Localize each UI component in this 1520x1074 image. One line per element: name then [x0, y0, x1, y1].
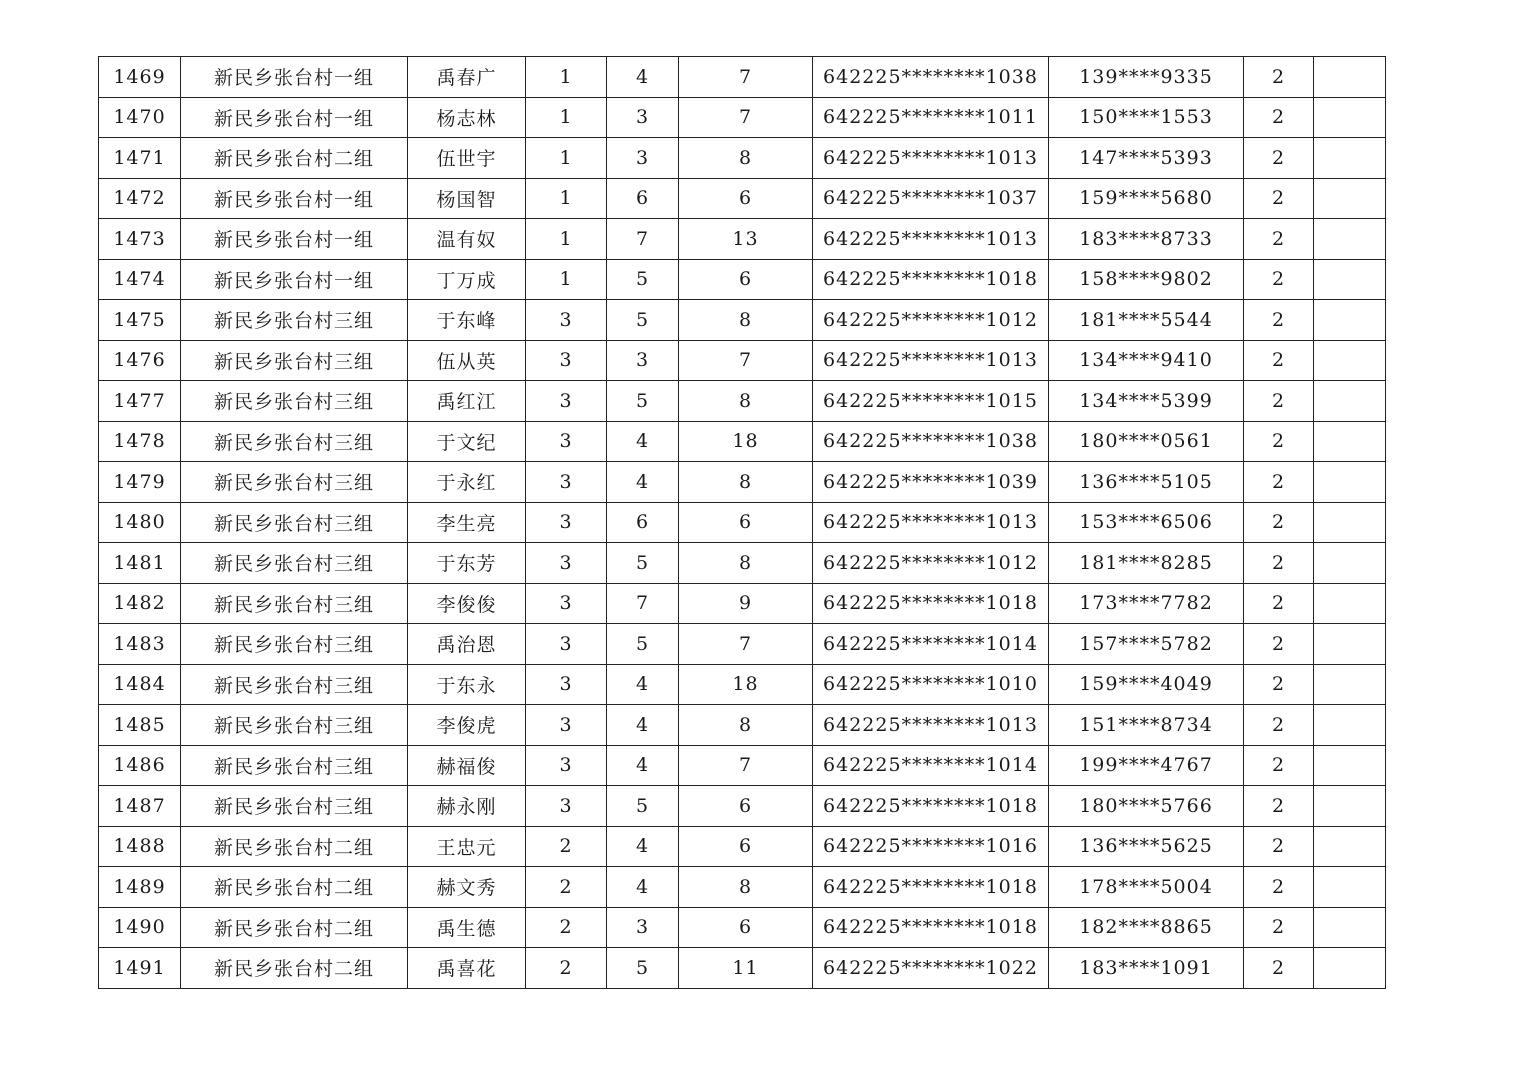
household-size-cell: 5: [607, 948, 679, 989]
count-cell: 2: [1244, 57, 1314, 98]
address-cell: 新民乡张台村二组: [181, 907, 408, 948]
group-number-cell: 2: [526, 907, 607, 948]
remarks-cell: [1314, 381, 1386, 422]
area-cell: 7: [679, 97, 813, 138]
sequence-number-cell: 1489: [99, 867, 181, 908]
phone-number-cell: 147****5393: [1049, 138, 1244, 179]
sequence-number-cell: 1487: [99, 786, 181, 827]
phone-number-cell: 139****9335: [1049, 57, 1244, 98]
table-row: [99, 664, 1386, 705]
id-number-cell: 642225********1018: [813, 583, 1049, 624]
id-number-cell: 642225********1011: [813, 97, 1049, 138]
remarks-cell: [1314, 705, 1386, 746]
name-cell: 于东峰: [408, 300, 526, 341]
phone-number-cell: 158****9802: [1049, 259, 1244, 300]
table-row: [99, 907, 1386, 948]
remarks-cell: [1314, 502, 1386, 543]
remarks-cell: [1314, 97, 1386, 138]
count-cell: 2: [1244, 705, 1314, 746]
sequence-number-cell: 1485: [99, 705, 181, 746]
address-cell: 新民乡张台村二组: [181, 948, 408, 989]
group-number-cell: 1: [526, 97, 607, 138]
sequence-number-cell: 1483: [99, 624, 181, 665]
phone-number-cell: 150****1553: [1049, 97, 1244, 138]
address-cell: 新民乡张台村三组: [181, 583, 408, 624]
household-size-cell: 5: [607, 543, 679, 584]
area-cell: 6: [679, 178, 813, 219]
count-cell: 2: [1244, 462, 1314, 503]
table-row: [99, 948, 1386, 989]
group-number-cell: 1: [526, 178, 607, 219]
household-size-cell: 4: [607, 664, 679, 705]
id-number-cell: 642225********1018: [813, 907, 1049, 948]
remarks-cell: [1314, 259, 1386, 300]
household-size-cell: 3: [607, 138, 679, 179]
area-cell: 6: [679, 502, 813, 543]
phone-number-cell: 180****5766: [1049, 786, 1244, 827]
count-cell: 2: [1244, 300, 1314, 341]
group-number-cell: 3: [526, 340, 607, 381]
remarks-cell: [1314, 867, 1386, 908]
sequence-number-cell: 1490: [99, 907, 181, 948]
household-size-cell: 4: [607, 745, 679, 786]
name-cell: 于文纪: [408, 421, 526, 462]
id-number-cell: 642225********1018: [813, 867, 1049, 908]
name-cell: 禹喜花: [408, 948, 526, 989]
id-number-cell: 642225********1039: [813, 462, 1049, 503]
name-cell: 赫文秀: [408, 867, 526, 908]
household-size-cell: 4: [607, 705, 679, 746]
table-row: [99, 97, 1386, 138]
household-size-cell: 4: [607, 57, 679, 98]
table-row: [99, 57, 1386, 98]
remarks-cell: [1314, 907, 1386, 948]
name-cell: 温有奴: [408, 219, 526, 260]
sequence-number-cell: 1469: [99, 57, 181, 98]
name-cell: 伍世宇: [408, 138, 526, 179]
sequence-number-cell: 1479: [99, 462, 181, 503]
household-size-cell: 4: [607, 462, 679, 503]
count-cell: 2: [1244, 664, 1314, 705]
address-cell: 新民乡张台村三组: [181, 543, 408, 584]
area-cell: 8: [679, 462, 813, 503]
phone-number-cell: 136****5105: [1049, 462, 1244, 503]
area-cell: 8: [679, 138, 813, 179]
sequence-number-cell: 1482: [99, 583, 181, 624]
group-number-cell: 1: [526, 138, 607, 179]
address-cell: 新民乡张台村一组: [181, 219, 408, 260]
area-cell: 6: [679, 907, 813, 948]
sequence-number-cell: 1476: [99, 340, 181, 381]
id-number-cell: 642225********1038: [813, 57, 1049, 98]
name-cell: 赫福俊: [408, 745, 526, 786]
id-number-cell: 642225********1013: [813, 219, 1049, 260]
household-size-cell: 6: [607, 178, 679, 219]
count-cell: 2: [1244, 745, 1314, 786]
remarks-cell: [1314, 786, 1386, 827]
roster-table: [98, 56, 1386, 989]
address-cell: 新民乡张台村一组: [181, 97, 408, 138]
phone-number-cell: 183****8733: [1049, 219, 1244, 260]
area-cell: 8: [679, 300, 813, 341]
sequence-number-cell: 1481: [99, 543, 181, 584]
phone-number-cell: 134****5399: [1049, 381, 1244, 422]
address-cell: 新民乡张台村一组: [181, 178, 408, 219]
household-size-cell: 5: [607, 381, 679, 422]
id-number-cell: 642225********1037: [813, 178, 1049, 219]
sequence-number-cell: 1470: [99, 97, 181, 138]
address-cell: 新民乡张台村三组: [181, 502, 408, 543]
table-row: [99, 826, 1386, 867]
address-cell: 新民乡张台村三组: [181, 340, 408, 381]
group-number-cell: 1: [526, 57, 607, 98]
sequence-number-cell: 1473: [99, 219, 181, 260]
sequence-number-cell: 1477: [99, 381, 181, 422]
address-cell: 新民乡张台村三组: [181, 462, 408, 503]
group-number-cell: 3: [526, 745, 607, 786]
phone-number-cell: 173****7782: [1049, 583, 1244, 624]
name-cell: 李俊虎: [408, 705, 526, 746]
remarks-cell: [1314, 138, 1386, 179]
group-number-cell: 3: [526, 381, 607, 422]
count-cell: 2: [1244, 583, 1314, 624]
remarks-cell: [1314, 462, 1386, 503]
household-size-cell: 4: [607, 421, 679, 462]
area-cell: 8: [679, 705, 813, 746]
household-size-cell: 5: [607, 624, 679, 665]
sequence-number-cell: 1475: [99, 300, 181, 341]
address-cell: 新民乡张台村三组: [181, 745, 408, 786]
phone-number-cell: 199****4767: [1049, 745, 1244, 786]
count-cell: 2: [1244, 543, 1314, 584]
id-number-cell: 642225********1014: [813, 745, 1049, 786]
table-row: [99, 381, 1386, 422]
id-number-cell: 642225********1013: [813, 705, 1049, 746]
table-row: [99, 178, 1386, 219]
group-number-cell: 3: [526, 462, 607, 503]
phone-number-cell: 182****8865: [1049, 907, 1244, 948]
count-cell: 2: [1244, 421, 1314, 462]
area-cell: 7: [679, 57, 813, 98]
count-cell: 2: [1244, 97, 1314, 138]
table-row: [99, 624, 1386, 665]
group-number-cell: 2: [526, 826, 607, 867]
remarks-cell: [1314, 948, 1386, 989]
phone-number-cell: 136****5625: [1049, 826, 1244, 867]
group-number-cell: 3: [526, 786, 607, 827]
group-number-cell: 2: [526, 867, 607, 908]
area-cell: 7: [679, 745, 813, 786]
name-cell: 杨国智: [408, 178, 526, 219]
name-cell: 李生亮: [408, 502, 526, 543]
count-cell: 2: [1244, 219, 1314, 260]
id-number-cell: 642225********1010: [813, 664, 1049, 705]
remarks-cell: [1314, 624, 1386, 665]
count-cell: 2: [1244, 786, 1314, 827]
phone-number-cell: 159****5680: [1049, 178, 1244, 219]
count-cell: 2: [1244, 340, 1314, 381]
name-cell: 禹治恩: [408, 624, 526, 665]
count-cell: 2: [1244, 907, 1314, 948]
group-number-cell: 3: [526, 300, 607, 341]
id-number-cell: 642225********1016: [813, 826, 1049, 867]
count-cell: 2: [1244, 381, 1314, 422]
table-row: [99, 340, 1386, 381]
table-row: [99, 259, 1386, 300]
phone-number-cell: 181****5544: [1049, 300, 1244, 341]
table-row: [99, 583, 1386, 624]
remarks-cell: [1314, 421, 1386, 462]
group-number-cell: 1: [526, 259, 607, 300]
sequence-number-cell: 1488: [99, 826, 181, 867]
remarks-cell: [1314, 745, 1386, 786]
table-row: [99, 786, 1386, 827]
roster-body: [99, 57, 1386, 989]
group-number-cell: 3: [526, 543, 607, 584]
name-cell: 赫永刚: [408, 786, 526, 827]
phone-number-cell: 153****6506: [1049, 502, 1244, 543]
phone-number-cell: 181****8285: [1049, 543, 1244, 584]
remarks-cell: [1314, 300, 1386, 341]
area-cell: 8: [679, 381, 813, 422]
id-number-cell: 642225********1038: [813, 421, 1049, 462]
table-row: [99, 219, 1386, 260]
sequence-number-cell: 1471: [99, 138, 181, 179]
name-cell: 禹春广: [408, 57, 526, 98]
household-size-cell: 5: [607, 300, 679, 341]
sequence-number-cell: 1486: [99, 745, 181, 786]
table-row: [99, 543, 1386, 584]
group-number-cell: 1: [526, 219, 607, 260]
sequence-number-cell: 1480: [99, 502, 181, 543]
remarks-cell: [1314, 178, 1386, 219]
group-number-cell: 3: [526, 502, 607, 543]
id-number-cell: 642225********1012: [813, 543, 1049, 584]
address-cell: 新民乡张台村三组: [181, 705, 408, 746]
remarks-cell: [1314, 826, 1386, 867]
id-number-cell: 642225********1013: [813, 340, 1049, 381]
sequence-number-cell: 1474: [99, 259, 181, 300]
remarks-cell: [1314, 219, 1386, 260]
remarks-cell: [1314, 340, 1386, 381]
name-cell: 禹生德: [408, 907, 526, 948]
phone-number-cell: 151****8734: [1049, 705, 1244, 746]
id-number-cell: 642225********1018: [813, 259, 1049, 300]
area-cell: 6: [679, 826, 813, 867]
table-row: [99, 745, 1386, 786]
name-cell: 李俊俊: [408, 583, 526, 624]
address-cell: 新民乡张台村二组: [181, 138, 408, 179]
table-row: [99, 705, 1386, 746]
phone-number-cell: 134****9410: [1049, 340, 1244, 381]
name-cell: 于永红: [408, 462, 526, 503]
address-cell: 新民乡张台村二组: [181, 867, 408, 908]
household-size-cell: 3: [607, 907, 679, 948]
table-row: [99, 300, 1386, 341]
group-number-cell: 2: [526, 948, 607, 989]
id-number-cell: 642225********1014: [813, 624, 1049, 665]
group-number-cell: 3: [526, 664, 607, 705]
address-cell: 新民乡张台村三组: [181, 421, 408, 462]
address-cell: 新民乡张台村三组: [181, 381, 408, 422]
household-size-cell: 3: [607, 97, 679, 138]
area-cell: 6: [679, 259, 813, 300]
table-row: [99, 502, 1386, 543]
count-cell: 2: [1244, 178, 1314, 219]
household-size-cell: 7: [607, 583, 679, 624]
table-row: [99, 138, 1386, 179]
address-cell: 新民乡张台村三组: [181, 624, 408, 665]
address-cell: 新民乡张台村三组: [181, 664, 408, 705]
remarks-cell: [1314, 57, 1386, 98]
sequence-number-cell: 1472: [99, 178, 181, 219]
household-size-cell: 4: [607, 826, 679, 867]
phone-number-cell: 180****0561: [1049, 421, 1244, 462]
group-number-cell: 3: [526, 705, 607, 746]
name-cell: 于东永: [408, 664, 526, 705]
count-cell: 2: [1244, 502, 1314, 543]
remarks-cell: [1314, 664, 1386, 705]
phone-number-cell: 183****1091: [1049, 948, 1244, 989]
name-cell: 于东芳: [408, 543, 526, 584]
area-cell: 7: [679, 624, 813, 665]
address-cell: 新民乡张台村一组: [181, 57, 408, 98]
area-cell: 8: [679, 867, 813, 908]
name-cell: 伍从英: [408, 340, 526, 381]
area-cell: 18: [679, 421, 813, 462]
id-number-cell: 642225********1013: [813, 138, 1049, 179]
count-cell: 2: [1244, 624, 1314, 665]
area-cell: 6: [679, 786, 813, 827]
group-number-cell: 3: [526, 421, 607, 462]
area-cell: 8: [679, 543, 813, 584]
id-number-cell: 642225********1015: [813, 381, 1049, 422]
remarks-cell: [1314, 543, 1386, 584]
address-cell: 新民乡张台村三组: [181, 786, 408, 827]
name-cell: 丁万成: [408, 259, 526, 300]
id-number-cell: 642225********1013: [813, 502, 1049, 543]
address-cell: 新民乡张台村一组: [181, 259, 408, 300]
household-size-cell: 3: [607, 340, 679, 381]
household-size-cell: 5: [607, 259, 679, 300]
name-cell: 禹红江: [408, 381, 526, 422]
household-size-cell: 4: [607, 867, 679, 908]
id-number-cell: 642225********1012: [813, 300, 1049, 341]
remarks-cell: [1314, 583, 1386, 624]
table-row: [99, 867, 1386, 908]
phone-number-cell: 157****5782: [1049, 624, 1244, 665]
sequence-number-cell: 1478: [99, 421, 181, 462]
area-cell: 11: [679, 948, 813, 989]
count-cell: 2: [1244, 138, 1314, 179]
area-cell: 13: [679, 219, 813, 260]
id-number-cell: 642225********1022: [813, 948, 1049, 989]
phone-number-cell: 159****4049: [1049, 664, 1244, 705]
group-number-cell: 3: [526, 583, 607, 624]
count-cell: 2: [1244, 826, 1314, 867]
count-cell: 2: [1244, 867, 1314, 908]
sequence-number-cell: 1491: [99, 948, 181, 989]
area-cell: 9: [679, 583, 813, 624]
household-size-cell: 6: [607, 502, 679, 543]
household-size-cell: 7: [607, 219, 679, 260]
address-cell: 新民乡张台村三组: [181, 300, 408, 341]
name-cell: 王忠元: [408, 826, 526, 867]
name-cell: 杨志林: [408, 97, 526, 138]
area-cell: 7: [679, 340, 813, 381]
sequence-number-cell: 1484: [99, 664, 181, 705]
household-size-cell: 5: [607, 786, 679, 827]
address-cell: 新民乡张台村二组: [181, 826, 408, 867]
area-cell: 18: [679, 664, 813, 705]
count-cell: 2: [1244, 948, 1314, 989]
group-number-cell: 3: [526, 624, 607, 665]
table-row: [99, 421, 1386, 462]
table-row: [99, 462, 1386, 503]
id-number-cell: 642225********1018: [813, 786, 1049, 827]
phone-number-cell: 178****5004: [1049, 867, 1244, 908]
count-cell: 2: [1244, 259, 1314, 300]
